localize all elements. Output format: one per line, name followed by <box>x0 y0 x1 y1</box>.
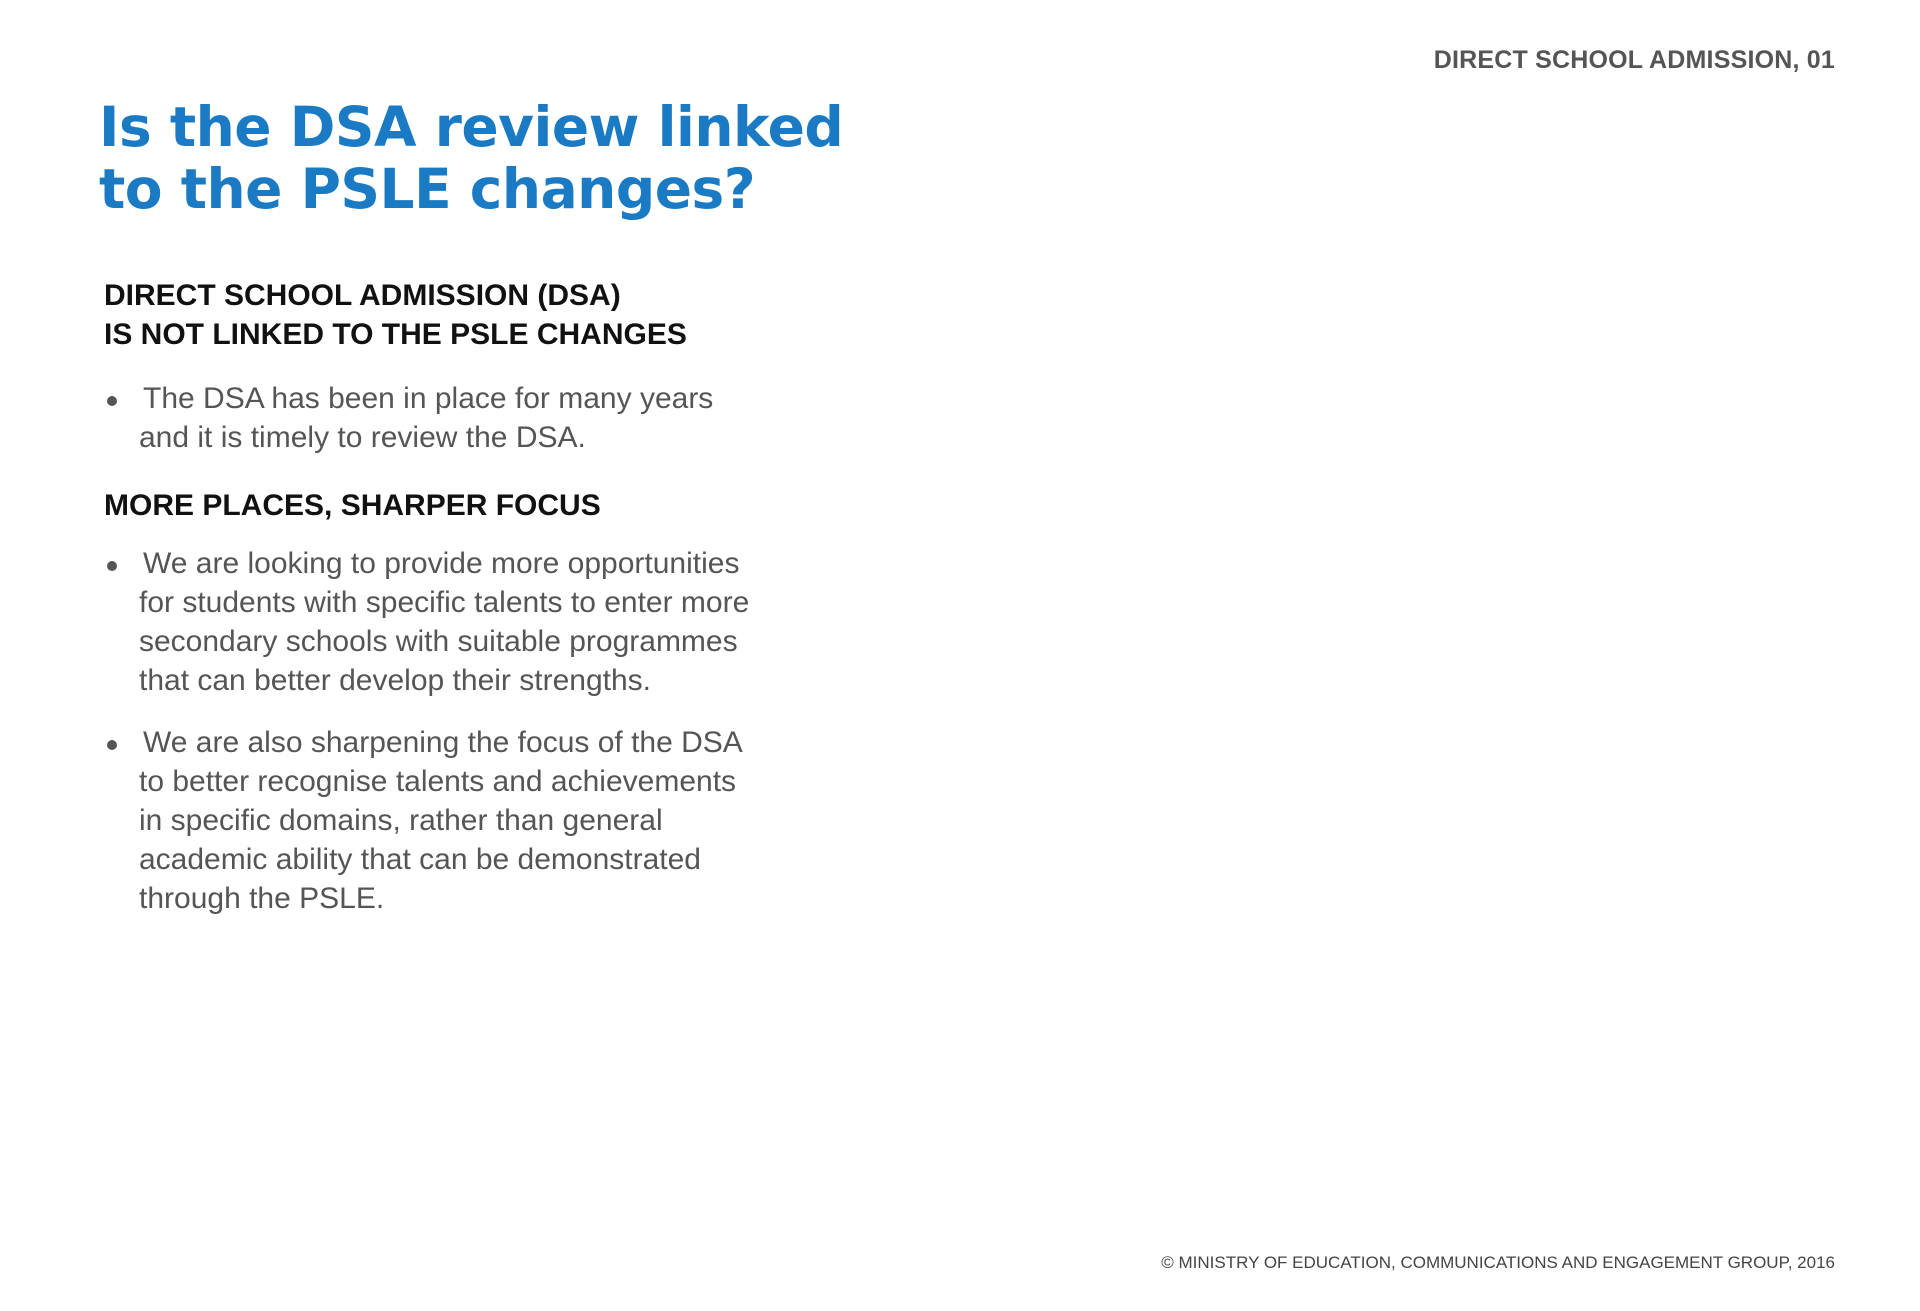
bullet-line: through the PSLE. <box>139 882 385 915</box>
bullet-dot-icon <box>107 561 117 571</box>
bullet-line: that can better develop their strengths. <box>139 664 651 697</box>
page-title <box>99 96 859 220</box>
page-title-line: to the PSLE changes? <box>99 157 756 221</box>
bullet-line: to better recognise talents and achievements <box>139 765 737 798</box>
bullet-line: We are also sharpening the focus of the DSA <box>143 726 743 759</box>
section-heading-line: IS NOT LINKED TO THE PSLE CHANGES <box>104 318 687 351</box>
list-item <box>104 544 864 700</box>
bullet-dot-icon <box>107 396 117 406</box>
bullet-line: in specific domains, rather than general <box>139 804 663 837</box>
bullet-line: for students with specific talents to enter more <box>139 586 750 619</box>
list-item <box>104 723 864 918</box>
bullet-line: The DSA has been in place for many years <box>143 382 714 415</box>
bullet-list <box>104 379 864 457</box>
bullet-list <box>104 544 864 918</box>
bullet-line: academic ability that can be demonstrated <box>139 843 701 876</box>
section-heading-line: MORE PLACES, SHARPER FOCUS <box>104 489 601 522</box>
document-section-tag: DIRECT SCHOOL ADMISSION, 01 <box>1433 46 1835 74</box>
section-heading-more-places <box>104 486 864 525</box>
bullet-line: secondary schools with suitable programmes <box>139 625 738 658</box>
bullet-line: We are looking to provide more opportunities <box>143 547 740 580</box>
page-title-line: Is the DSA review linked <box>99 95 844 159</box>
section-heading-dsa-not-linked <box>104 276 864 354</box>
copyright-footer: © MINISTRY OF EDUCATION, COMMUNICATIONS AND ENGAGEMENT GROUP, 2016 <box>1161 1253 1835 1272</box>
bullet-line: and it is timely to review the DSA. <box>139 421 586 454</box>
list-item <box>104 379 864 457</box>
main-content <box>104 276 864 918</box>
bullet-dot-icon <box>107 740 117 750</box>
section-heading-line: DIRECT SCHOOL ADMISSION (DSA) <box>104 279 621 312</box>
